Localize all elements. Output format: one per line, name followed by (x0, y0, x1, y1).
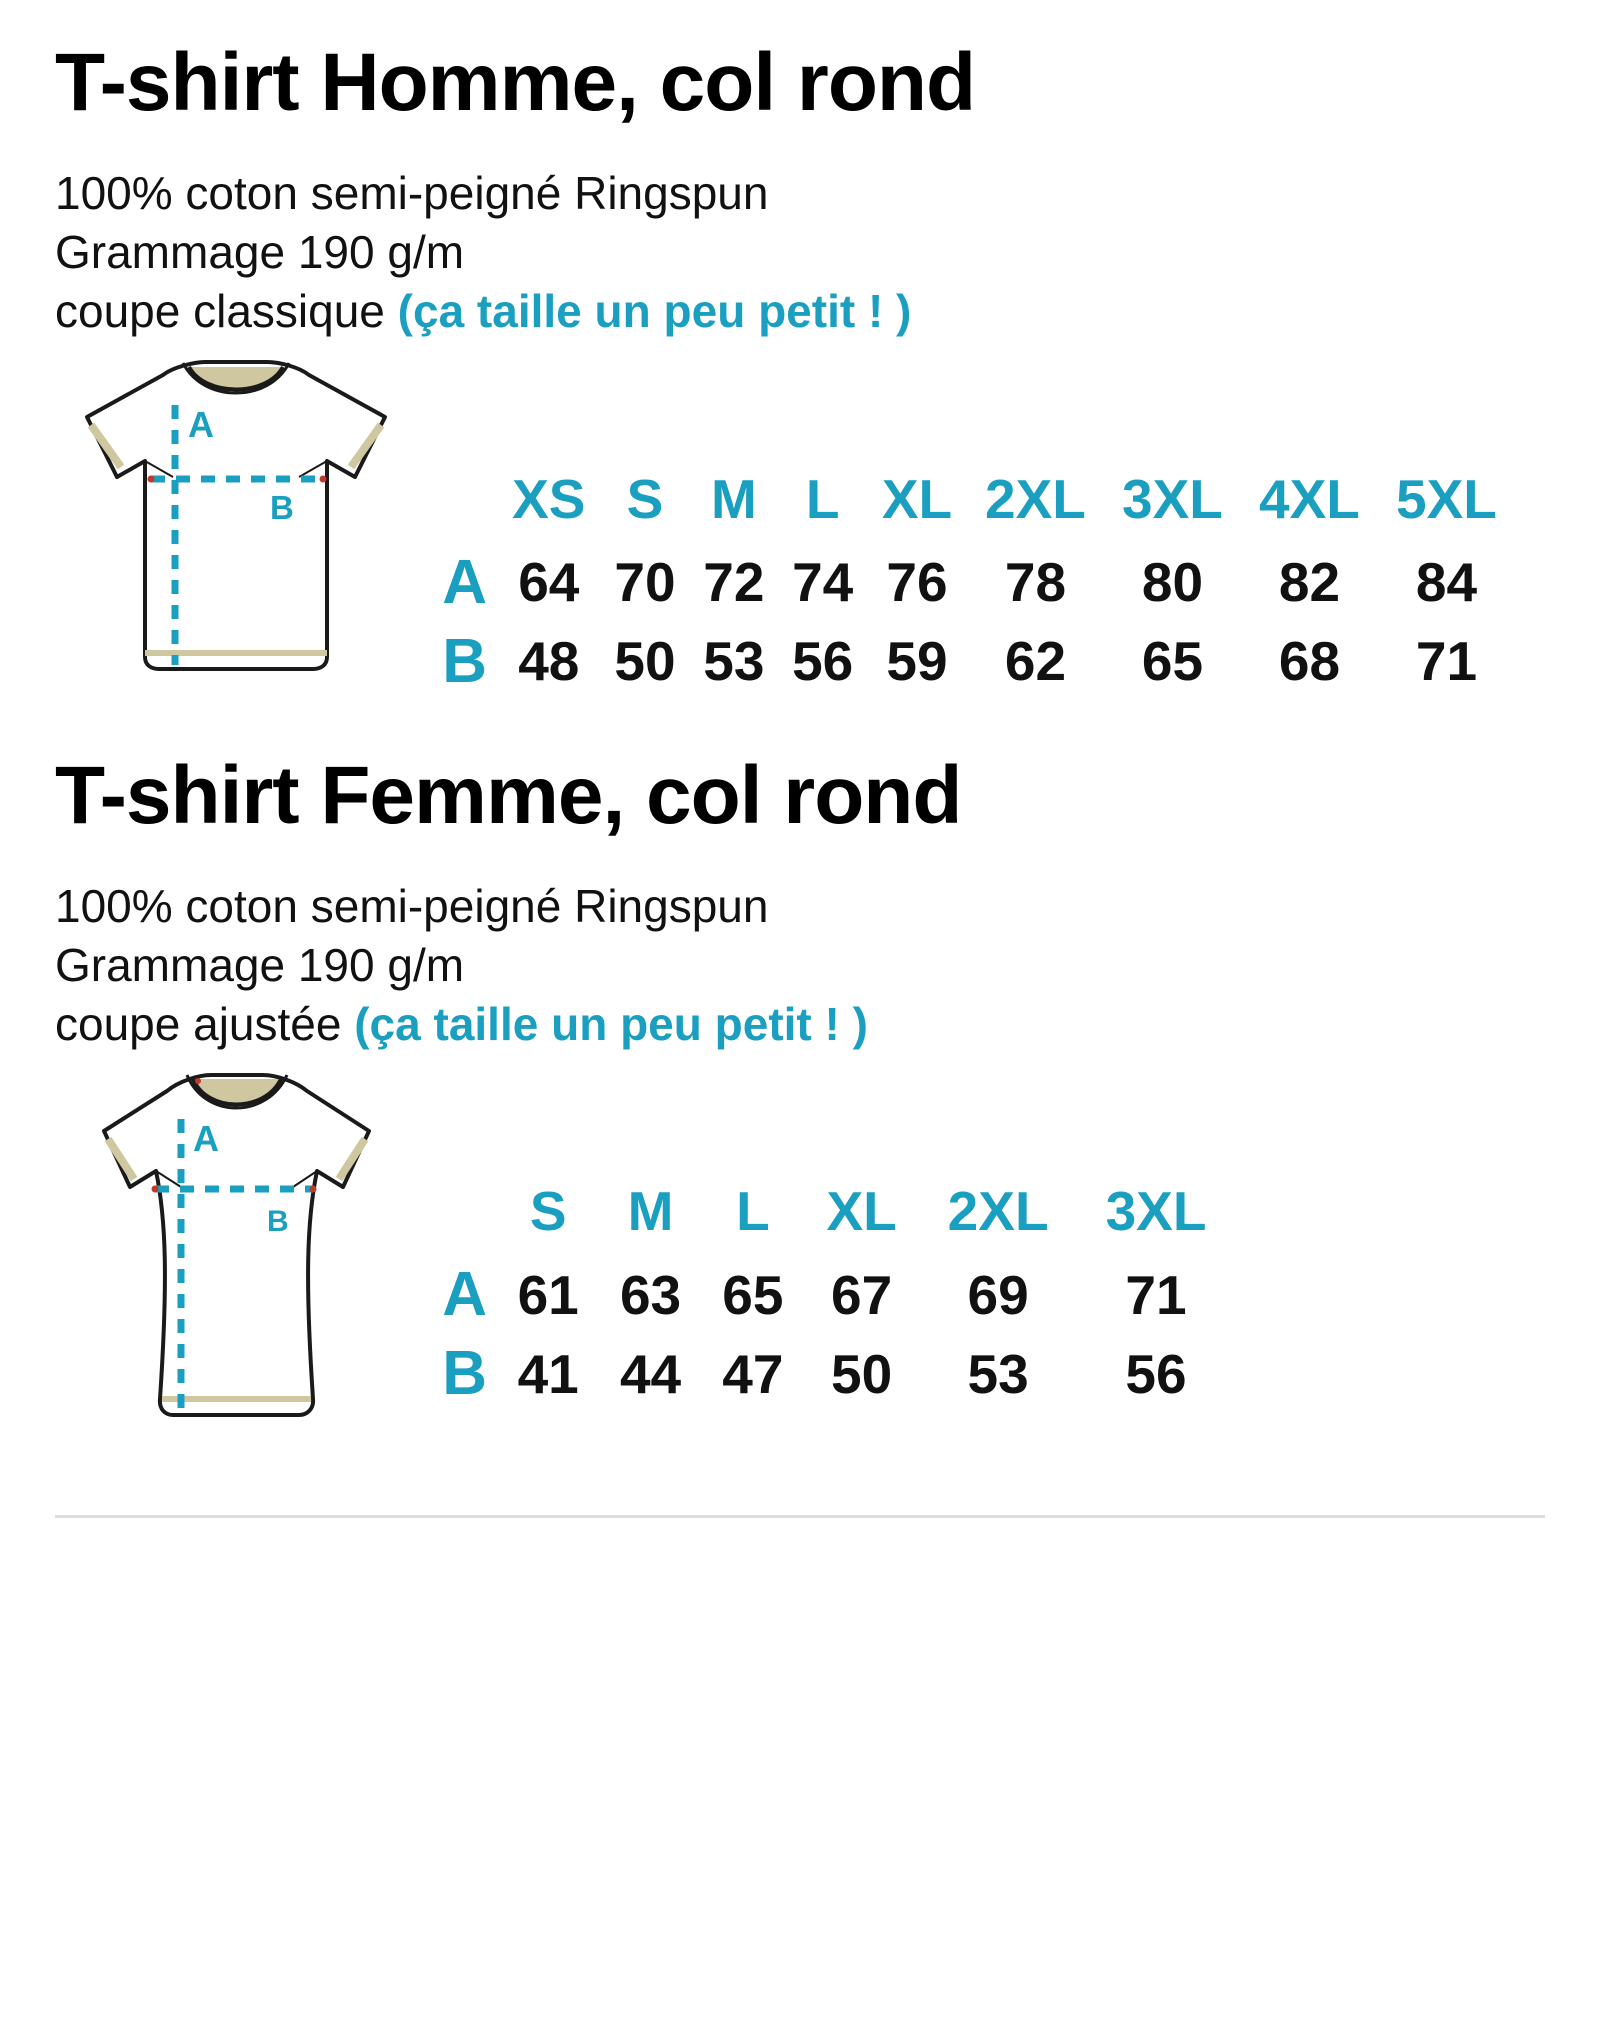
size-header-5xl: 5XL (1396, 467, 1497, 530)
spec-grammage: Grammage 190 g/m (55, 225, 465, 278)
size-header-s: S (626, 467, 664, 530)
cell-b-s: 41 (517, 1342, 579, 1405)
cell-b-xl: 50 (831, 1342, 893, 1405)
cell-a-l: 65 (722, 1263, 784, 1326)
spec-fit-label: coupe classique (55, 284, 385, 337)
size-header-3xl: 3XL (1105, 1180, 1207, 1243)
shirt-and-table-homme (55, 351, 1545, 701)
size-header-m: M (710, 467, 757, 530)
cell-a-5xl: 84 (1415, 551, 1478, 614)
cell-b-xs: 48 (518, 630, 580, 693)
cell-a-2xl: 78 (1004, 551, 1067, 614)
shirt-diagram-homme (55, 351, 415, 687)
row-label-a: A (442, 1260, 487, 1330)
measure-label-b: B (270, 488, 294, 526)
table-row (415, 1334, 1235, 1413)
table-row (415, 622, 1515, 701)
size-table-header-row (415, 463, 1515, 543)
size-table-corner (415, 1175, 497, 1255)
cell-a-xl: 76 (886, 551, 948, 614)
size-header-2xl: 2XL (947, 1180, 1049, 1243)
cell-a-3xl: 80 (1141, 551, 1204, 614)
section-femme (55, 749, 1545, 1519)
shirt-and-table-femme (55, 1063, 1545, 1469)
cell-b-2xl: 53 (967, 1342, 1029, 1405)
size-table-homme (415, 463, 1515, 701)
size-table-femme (415, 1175, 1235, 1413)
cell-a-m: 72 (703, 551, 765, 614)
section-homme (55, 37, 1545, 701)
spec-fit-note: (ça taille un peu petit ! ) (397, 284, 912, 337)
cell-a-s: 61 (517, 1263, 579, 1326)
cell-b-4xl: 68 (1278, 630, 1341, 693)
cell-a-xl: 67 (831, 1263, 893, 1326)
cell-a-4xl: 82 (1278, 551, 1341, 614)
cell-b-m: 44 (619, 1342, 682, 1405)
cell-b-m: 53 (703, 630, 765, 693)
cell-a-s: 70 (614, 551, 676, 614)
size-header-m: M (627, 1180, 674, 1243)
cell-b-3xl: 56 (1125, 1342, 1187, 1405)
cell-b-xl: 59 (886, 630, 948, 693)
cell-b-s: 50 (614, 630, 676, 693)
size-header-4xl: 4XL (1259, 467, 1360, 530)
page-title-homme: T-shirt Homme, col rond (55, 37, 976, 128)
size-table-corner (415, 463, 497, 543)
size-header-xl: XL (826, 1180, 897, 1243)
spec-fit-line (55, 282, 1545, 341)
cell-a-2xl: 69 (967, 1263, 1029, 1326)
specs-femme (55, 877, 1545, 1054)
measure-label-b: B (267, 1205, 289, 1239)
row-label-b: B (442, 626, 487, 696)
cell-a-xs: 64 (518, 551, 580, 614)
row-label-b: B (442, 1339, 487, 1409)
spec-composition: 100% coton semi-peigné Ringspun (55, 167, 769, 220)
specs-homme (55, 164, 1545, 341)
table-row (415, 543, 1515, 622)
size-header-3xl: 3XL (1122, 467, 1223, 530)
size-table-wrap-homme (415, 351, 1545, 701)
mens-tshirt-illustration (55, 357, 415, 687)
cell-b-3xl: 65 (1141, 630, 1204, 693)
size-table-wrap-femme (415, 1063, 1545, 1413)
cell-b-5xl: 71 (1415, 630, 1478, 693)
spec-grammage: Grammage 190 g/m (55, 938, 465, 991)
shirt-diagram-femme (55, 1063, 415, 1469)
cell-b-l: 56 (792, 630, 854, 693)
size-header-l: L (805, 467, 840, 530)
spec-fit-label: coupe ajustée (55, 997, 342, 1050)
cell-b-l: 47 (722, 1342, 784, 1405)
cell-a-m: 63 (619, 1263, 682, 1326)
womens-tshirt-illustration (55, 1069, 415, 1469)
page-title-femme: T-shirt Femme, col rond (55, 749, 962, 841)
cell-a-l: 74 (792, 551, 854, 614)
table-row (415, 1255, 1235, 1334)
size-header-xs: XS (512, 467, 586, 530)
size-header-l: L (736, 1180, 770, 1243)
size-header-xl: XL (881, 467, 953, 530)
row-label-a: A (442, 547, 487, 617)
cell-a-3xl: 71 (1125, 1263, 1187, 1326)
measure-label-a: A (193, 1118, 219, 1160)
spec-fit-note: (ça taille un peu petit ! ) (354, 997, 868, 1050)
spec-composition: 100% coton semi-peigné Ringspun (55, 879, 769, 932)
size-table-header-row (415, 1175, 1235, 1255)
bottom-divider (55, 1515, 1545, 1518)
size-header-s: S (529, 1180, 567, 1243)
size-header-2xl: 2XL (985, 467, 1086, 530)
cell-b-2xl: 62 (1004, 630, 1067, 693)
measure-label-a: A (188, 403, 214, 445)
spec-fit-line (55, 995, 1545, 1054)
